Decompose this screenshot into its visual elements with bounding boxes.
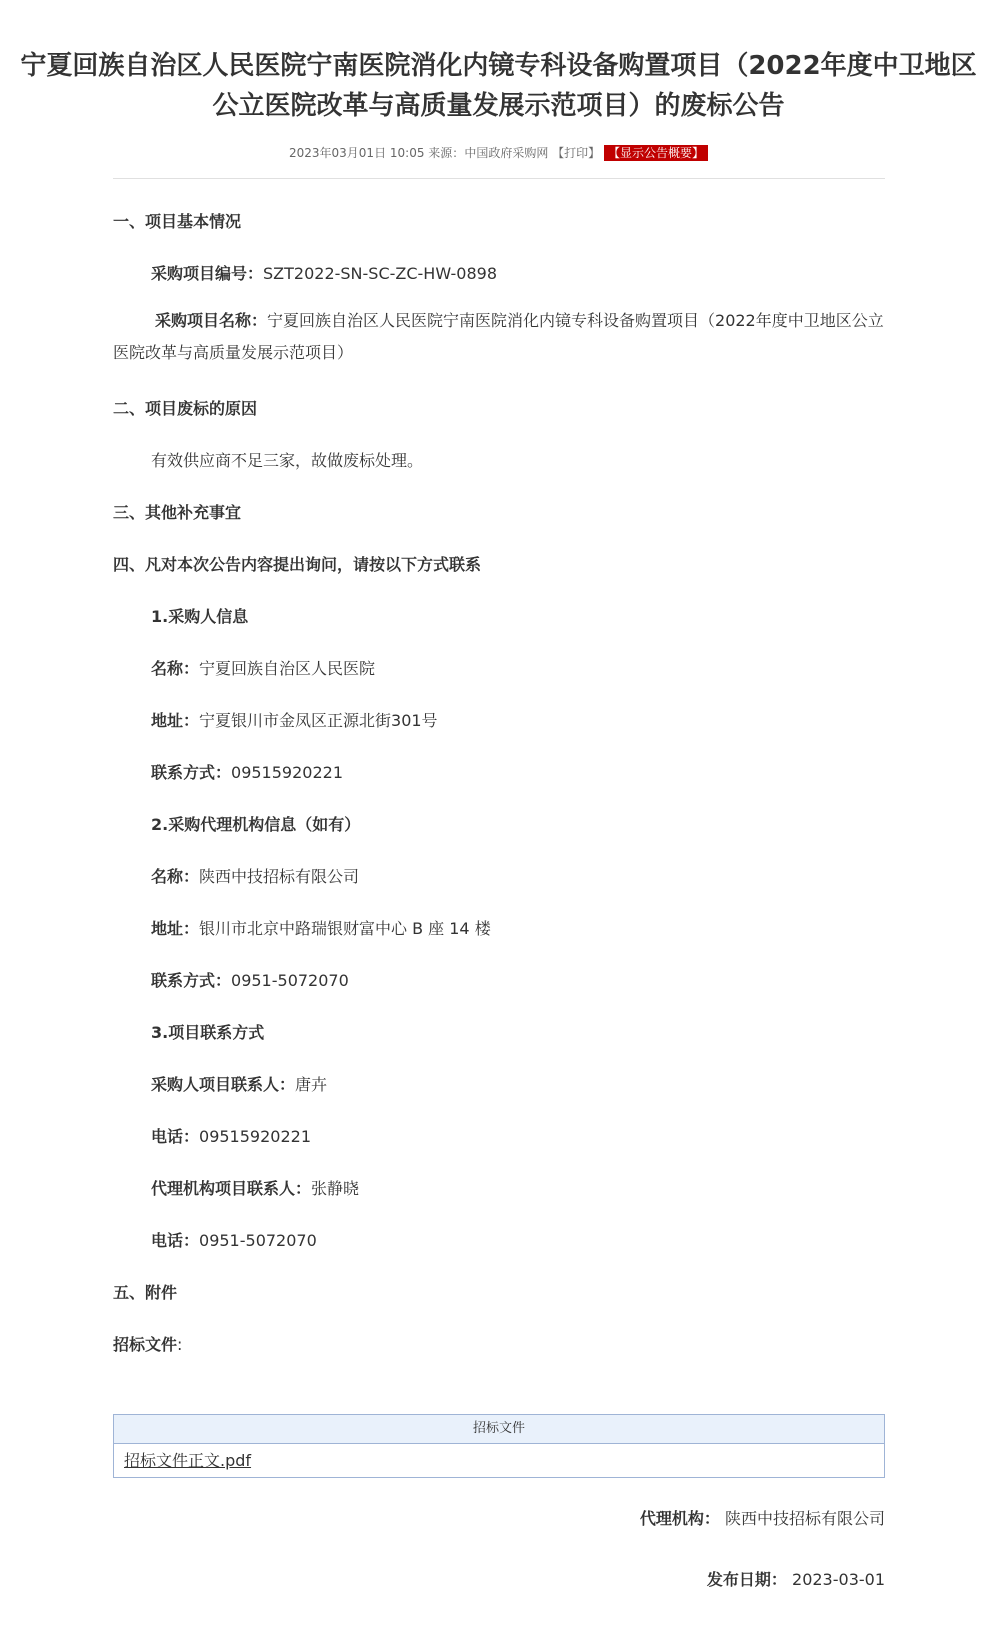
footer-date-value: 2023-03-01 — [792, 1570, 885, 1589]
agency-contact-value: 0951-5072070 — [231, 971, 349, 990]
agency-contact-person-row — [151, 1178, 359, 1200]
phone-row-2 — [151, 1230, 317, 1252]
publish-datetime: 2023年03月01日 10:05 — [288, 146, 425, 160]
agency-contact-label: 联系方式： — [151, 971, 232, 990]
section-heading-attachments: 五、附件 — [113, 1283, 178, 1302]
agency-address-value: 银川市北京中路瑞银财富中心 B 座 14 楼 — [199, 919, 491, 938]
purchaser-contact-label: 联系方式： — [151, 763, 232, 782]
purchaser-address-value: 宁夏银川市金凤区正源北街301号 — [199, 711, 438, 730]
purchaser-address-row — [151, 710, 438, 732]
agency-name-label: 名称： — [151, 867, 200, 886]
purchaser-name-value: 宁夏回族自治区人民医院 — [199, 659, 376, 678]
project-name-row — [113, 305, 885, 369]
attachment-table-row — [114, 1444, 884, 1477]
tender-docs-label-row — [113, 1334, 182, 1356]
footer-agency-row — [640, 1508, 885, 1530]
agency-name-value: 陕西中技招标有限公司 — [199, 867, 360, 886]
section-heading-other: 三、其他补充事宜 — [113, 503, 242, 522]
purchaser-contact-value: 09515920221 — [231, 763, 343, 782]
print-link[interactable]: 【打印】 — [552, 146, 601, 160]
agency-contact-person-value: 张静晓 — [311, 1179, 360, 1198]
page-title — [0, 46, 997, 126]
purchaser-info-heading: 1.采购人信息 — [151, 607, 249, 626]
tender-docs-colon: : — [177, 1335, 183, 1354]
project-contact-heading: 3.项目联系方式 — [151, 1023, 265, 1042]
section-heading-contact: 四、凡对本次公告内容提出询问，请按以下方式联系 — [113, 555, 482, 574]
section-heading-basic-info: 一、项目基本情况 — [113, 212, 242, 231]
project-name-label: 采购项目名称： — [155, 311, 268, 330]
footer-date-row — [707, 1569, 885, 1591]
phone-label-2: 电话： — [151, 1231, 200, 1250]
phone-row-1 — [151, 1126, 311, 1148]
footer-date-label: 发布日期： — [706, 1570, 787, 1589]
agency-address-row — [151, 918, 491, 940]
project-name-value: 宁夏回族自治区人民医院宁南医院消化内镜专科设备购置项目（2022年度中卫地区公立医院改革与高质量发展示范项目） — [113, 311, 884, 362]
agency-contact-person-label: 代理机构项目联系人： — [151, 1179, 312, 1198]
project-number-row — [151, 263, 497, 285]
title-divider — [113, 178, 885, 179]
meta-info — [0, 143, 997, 163]
phone-value-1: 09515920221 — [199, 1127, 311, 1146]
tender-docs-label: 招标文件 — [113, 1335, 178, 1354]
source-label: 来源： — [428, 146, 465, 160]
footer-agency-value: 陕西中技招标有限公司 — [724, 1509, 885, 1528]
show-summary-button[interactable]: 【显示公告概要】 — [604, 145, 708, 161]
purchaser-address-label: 地址： — [151, 711, 200, 730]
footer-agency-label: 代理机构： — [639, 1509, 720, 1528]
phone-label-1: 电话： — [151, 1127, 200, 1146]
purchaser-contact-row — [151, 762, 343, 784]
project-number-label: 采购项目编号： — [151, 264, 264, 283]
source-name: 中国政府采购网 — [464, 146, 549, 160]
purchaser-name-label: 名称： — [151, 659, 200, 678]
purchaser-contact-person-row — [151, 1074, 327, 1096]
agency-address-label: 地址： — [151, 919, 200, 938]
page-title-line2: 公立医院改革与高质量发展示范项目）的废标公告 — [212, 91, 785, 121]
purchaser-name-row — [151, 658, 375, 680]
attachment-table — [113, 1414, 885, 1478]
project-number-value: SZT2022-SN-SC-ZC-HW-0898 — [263, 264, 497, 283]
attachment-table-header: 招标文件 — [114, 1415, 884, 1444]
purchaser-contact-person-label: 采购人项目联系人： — [151, 1075, 296, 1094]
purchaser-contact-person-value: 唐卉 — [295, 1075, 328, 1094]
page-title-line1: 宁夏回族自治区人民医院宁南医院消化内镜专科设备购置项目（2022年度中卫地区 — [20, 51, 977, 81]
cancel-reason: 有效供应商不足三家，故做废标处理。 — [151, 451, 424, 470]
agency-info-heading: 2.采购代理机构信息（如有） — [151, 815, 361, 834]
section-heading-reason: 二、项目废标的原因 — [113, 399, 258, 418]
tender-file-link[interactable]: 招标文件正文.pdf — [124, 1451, 252, 1470]
agency-contact-row — [151, 970, 349, 992]
agency-name-row — [151, 866, 359, 888]
phone-value-2: 0951-5072070 — [199, 1231, 317, 1250]
